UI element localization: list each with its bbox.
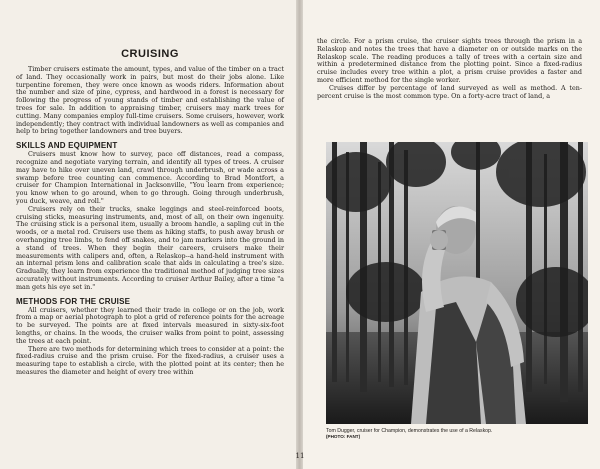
left-page: [0, 0, 296, 469]
photo-caption: [326, 428, 588, 440]
photo-credit: (PHOTO: FANT): [326, 434, 361, 439]
forest-photo-illustration: [326, 142, 588, 424]
cruiser-photo: [326, 142, 588, 424]
methods-paragraph-1: All cruisers, whether they learned their trade in college or on the job, work from a map or aerial photograph to plot a grid of reference points for the acreage to be surveyed. The points are at fixed intervals measured in sixty-six-foot lengths, or chains. In the woods, the cruiser walks from point to point, assessing the trees at each point.: [16, 305, 284, 345]
section-heading-skills: SKILLS AND EQUIPMENT: [16, 141, 118, 151]
page-number: 11: [295, 452, 305, 460]
intro-paragraph: Timber cruisers estimate the amount, types, and value of the timber on a tract of land. They occasionally work in pairs, but most do their jobs alone. Like turpentine foremen, they were once known as woods riders. Information about the number and size of pine, cypress, and hardwood in a forest is necessary for following the progress of young stands of timber and establishing the value of trees for sale. In addition to appraising timber, cruisers may mark trees for cutting. Many companies employ full-time cruisers. Some cruisers, however, work independently; they contract with individual landowners as well as companies and help to bring together landowners and tree buyers.: [16, 65, 284, 136]
skills-paragraph-2: Cruisers rely on their trucks, snake leggings and steel-reinforced boots, cruising sticks, measuring instruments, and, most of all, on their own ingenuity. The cruising stick is a personal item, usually a broom handle, a sapling cut in the woods, or a metal rod. Cruisers use them as hiking staffs, to push away brush or overhanging tree limbs, to fend off snakes, and to jam markers into the ground in a stand of trees. When they begin their careers, cruisers make their measurements with calipers and, often, a Relaskop--a hand-held instrument with an internal prism lens and calibration scale that aids in calculating a tree's size. Gradually, they learn from experience the traditional method of judging tree sizes accurately without instruments. According to cruiser Arthur Bailey, after a time "a man gets his eye set in.": [16, 204, 284, 291]
page-title: CRUISING: [121, 48, 179, 60]
section-heading-methods: METHODS FOR THE CRUISE: [16, 296, 131, 306]
cruise-types-paragraph: Cruises differ by percentage of land surveyed as well as method. A ten-percent cruise is the most common type. On a forty-acre tract of land, a: [317, 83, 582, 100]
continued-paragraph: the circle. For a prism cruise, the cruiser sights trees through the prism in a Relaskop and notes the trees that have a diameter on or outside marks on the Relaskop scale. The reading produces a tally of trees with a certain size and within a predetermined distance from the plotting point. Since a fixed-radius cruise includes every tree within a plot, a prism cruise provides a faster and more efficient method for the single worker.: [317, 37, 582, 84]
book-gutter: [296, 0, 303, 469]
methods-paragraph-2: There are two methods for determining which trees to consider at a point: the fixed-radius cruise and the prism cruise. For the fixed-radius, a cruiser uses a measuring tape to establish a circle, with the plotted point at its center; then he measures the diameter and height of every tree within: [16, 344, 284, 376]
caption-text: Tom Dugger, cruiser for Champion, demonstrates the use of a Relaskop.: [326, 428, 493, 434]
skills-paragraph-1: Cruisers must know how to survey, pace off distances, read a compass, recognize and negotiate varying terrain, and identify all types of trees. A cruiser may have to hike over uneven land, crawl through underbrush, or wade across a swamp before tree counting can commence. According to Brad Montfort, a cruiser for Champion International in Jacksonville, "You learn from experience; you know when to go around, when to go through. Going through underbrush, you duck, weave, and roll.": [16, 150, 284, 205]
